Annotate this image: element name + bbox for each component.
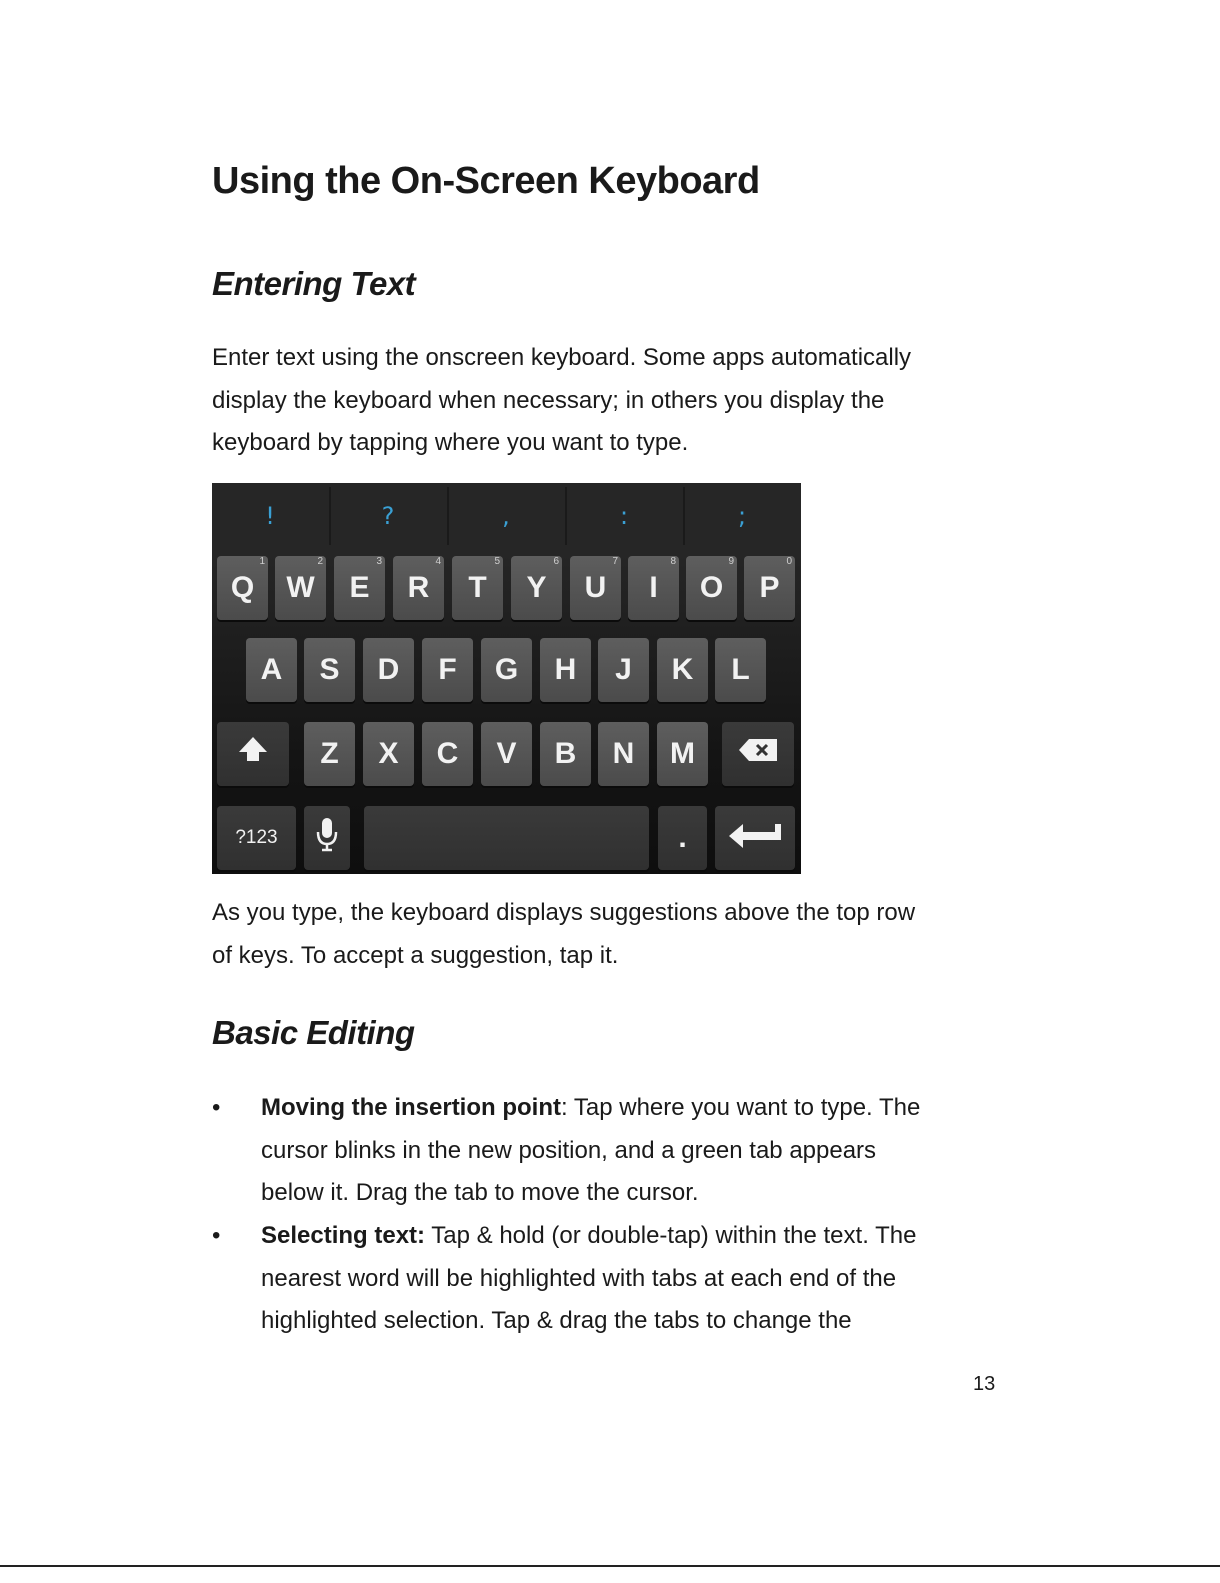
list-item-text: cursor blinks in the new position, and a green tab appears bbox=[261, 1136, 877, 1164]
key-t: T 5 bbox=[452, 556, 503, 620]
key-o: O 9 bbox=[686, 556, 737, 620]
list-item-text: below it. Drag the tab to move the cursor. bbox=[261, 1179, 699, 1206]
divider bbox=[0, 1565, 1220, 1567]
key-w: W 2 bbox=[275, 556, 326, 620]
spacebar-key bbox=[364, 806, 649, 870]
key-m: M bbox=[657, 722, 708, 786]
suggestion-item: ! bbox=[265, 502, 275, 530]
shift-key bbox=[217, 722, 289, 786]
key-i: I 8 bbox=[628, 556, 679, 620]
key-v: V bbox=[481, 722, 532, 786]
page-title: Using the On-Screen Keyboard bbox=[212, 160, 760, 202]
enter-icon bbox=[727, 820, 783, 856]
key-x: X bbox=[363, 722, 414, 786]
page-number: 13 bbox=[973, 1373, 996, 1395]
suggestion-item: , bbox=[502, 502, 510, 530]
list-item-text: nearest word will be highlighted with tabs at each end of the bbox=[261, 1264, 897, 1292]
key-h: H bbox=[540, 638, 591, 702]
suggestion-paragraph bbox=[212, 892, 1002, 977]
list-item-term: Selecting text: bbox=[261, 1222, 426, 1249]
section-heading-basic-editing: Basic Editing bbox=[212, 1014, 415, 1051]
list-item-text: highlighted selection. Tap & drag the tabs to change the bbox=[261, 1307, 852, 1334]
suggestion-item: ; bbox=[737, 502, 747, 530]
key-p: P 0 bbox=[744, 556, 795, 620]
paragraph-line: As you type, the keyboard displays suggestions above the top row bbox=[212, 899, 916, 926]
list-item-text: Tap & hold (or double-tap) within the text. The bbox=[425, 1222, 917, 1249]
paragraph-line: display the keyboard when necessary; in others you display the bbox=[212, 386, 885, 414]
keyboard-screenshot bbox=[212, 483, 801, 874]
backspace-icon bbox=[737, 737, 779, 771]
key-g: G bbox=[481, 638, 532, 702]
key-e: E 3 bbox=[334, 556, 385, 620]
key-y: Y 6 bbox=[511, 556, 562, 620]
key-c: C bbox=[422, 722, 473, 786]
key-l: L bbox=[715, 638, 766, 702]
key-u: U 7 bbox=[570, 556, 621, 620]
paragraph-line: keyboard by tapping where you want to type. bbox=[212, 429, 689, 456]
section-heading-entering-text: Entering Text bbox=[212, 265, 416, 302]
paragraph-line: of keys. To accept a suggestion, tap it. bbox=[212, 941, 619, 969]
period-key: . bbox=[658, 806, 707, 870]
key-a: A bbox=[246, 638, 297, 702]
key-q: Q 1 bbox=[217, 556, 268, 620]
key-z: Z bbox=[304, 722, 355, 786]
bullet-icon: • bbox=[212, 1222, 221, 1249]
key-d: D bbox=[363, 638, 414, 702]
list-item-text: : Tap where you want to type. The bbox=[560, 1094, 921, 1121]
suggestion-strip bbox=[212, 483, 801, 551]
bullet-icon: • bbox=[212, 1094, 221, 1121]
key-k: K bbox=[657, 638, 708, 702]
suggestion-item: : bbox=[619, 502, 629, 530]
suggestion-item: ? bbox=[381, 502, 395, 530]
enter-key bbox=[715, 806, 795, 870]
key-f: F bbox=[422, 638, 473, 702]
symbols-key: ?123 bbox=[217, 806, 296, 870]
mic-key bbox=[304, 806, 350, 870]
key-b: B bbox=[540, 722, 591, 786]
list-item bbox=[261, 1215, 1001, 1343]
microphone-icon bbox=[316, 816, 338, 860]
key-n: N bbox=[598, 722, 649, 786]
shift-icon bbox=[236, 733, 270, 775]
paragraph-line: Enter text using the onscreen keyboard. Some apps automatically bbox=[212, 344, 912, 371]
key-s: S bbox=[304, 638, 355, 702]
key-j: J bbox=[598, 638, 649, 702]
intro-paragraph bbox=[212, 337, 1002, 465]
backspace-key bbox=[722, 722, 794, 786]
list-item bbox=[261, 1087, 1001, 1215]
key-r: R 4 bbox=[393, 556, 444, 620]
list-item-term: Moving the insertion point bbox=[261, 1094, 561, 1121]
